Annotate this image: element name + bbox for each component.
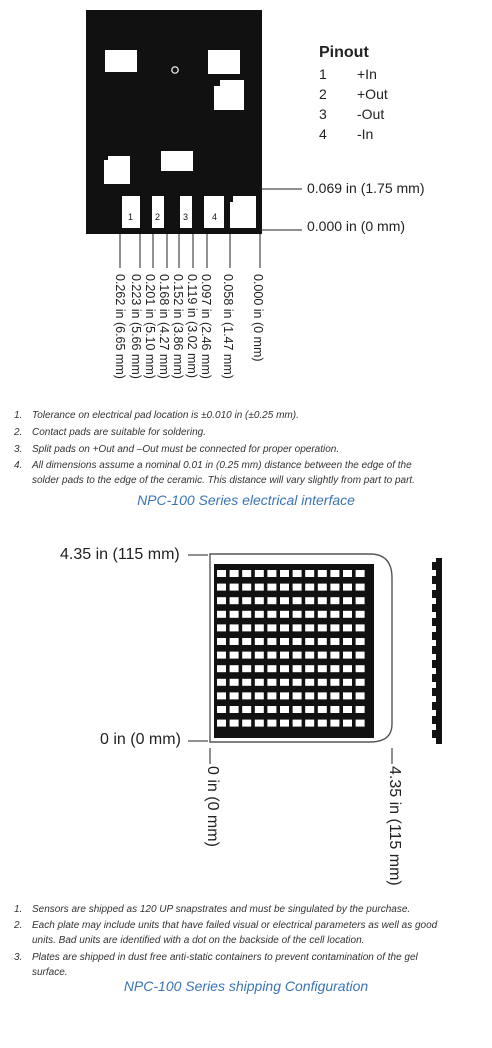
plate-cell [293,611,302,618]
plate-cell [318,720,327,727]
plate-cell [230,652,239,659]
note-text-cont: solder pads to the edge of the ceramic. This distance will vary slightly from part to part. [32,475,415,486]
plate-cell [343,720,352,727]
vdim-label-0000: 0.000 in (0 mm) [251,274,265,362]
plate-cell [230,679,239,686]
note-text-cont: units. Bad units are identified with a dot on the backside of the cell location. [32,935,365,946]
electrical-note [14,408,484,423]
plate-cell [343,611,352,618]
sensor-drawing [86,10,262,234]
plate-cell [255,720,264,727]
plate-cell [356,665,365,672]
plate-cell [280,638,289,645]
plate-cell [242,570,251,577]
plate-cell [280,597,289,604]
pin-label: +Out [357,86,388,102]
plate-cell [255,692,264,699]
plate-cell [280,584,289,591]
plate-cell [293,570,302,577]
electrical-note [14,425,484,440]
plate-cell [343,584,352,591]
plate-cell [230,692,239,699]
plate-cell [330,597,339,604]
shipping-note [14,918,484,948]
plate-cell [242,692,251,699]
plate-x-leaders [205,748,405,768]
plate-cell [330,679,339,686]
note-number: 1. [14,904,23,915]
plate-cell [267,584,276,591]
plate-cell [330,624,339,631]
plate-cell [305,679,314,686]
plate-cell [343,570,352,577]
plate-cell [217,597,226,604]
plate-cell [305,692,314,699]
plate-cell [343,597,352,604]
plate-cell [305,720,314,727]
plate-cell [267,638,276,645]
plate-cell [293,638,302,645]
pin-label: -Out [357,106,385,122]
pad-label-1: 1 [128,212,134,222]
plate-cell [280,679,289,686]
plate-cell [230,584,239,591]
plate-cell [356,611,365,618]
side-tooth [432,590,436,598]
plate-cell [242,665,251,672]
note-text: Split pads on +Out and –Out must be connected for proper operation. [32,444,340,455]
plate-cell [267,597,276,604]
side-tooth [432,576,436,584]
plate-cell [280,611,289,618]
plate-cell [330,665,339,672]
plate-cell [318,624,327,631]
plate-cell [255,570,264,577]
pin-label: -In [357,126,374,142]
plate-cell [318,665,327,672]
plate-cell [230,597,239,604]
pinout-row [319,66,377,82]
plate-cell [293,692,302,699]
plate-drawing [186,548,456,748]
plate-cell [330,638,339,645]
note-number: 1. [14,410,23,421]
plate-cell [356,679,365,686]
vdim-label-0168: 0.168 in (4.27 mm) [157,274,171,379]
note-text: Tolerance on electrical pad location is ±0.010 in (±0.25 mm). [32,410,299,421]
plate-cell [330,706,339,713]
pad-label-3: 3 [183,212,189,222]
plate-cell [330,720,339,727]
shipping-note [14,902,484,917]
plate-cell [343,692,352,699]
electrical-note [14,458,484,488]
plate-cell [255,597,264,604]
plate-cell [343,706,352,713]
plate-cell [217,584,226,591]
plate-cell [242,679,251,686]
pinout-row [319,106,384,122]
plate-cell [293,652,302,659]
sensor-outline [86,10,262,234]
plate-cell [217,679,226,686]
plate-cell [217,665,226,672]
plate-cell [293,665,302,672]
side-tooth [432,632,436,640]
plate-cell [318,679,327,686]
plate-cell [356,624,365,631]
plate-cell [267,570,276,577]
note-text: Contact pads are suitable for soldering. [32,427,206,438]
plate-cell [293,624,302,631]
plate-cell [230,706,239,713]
plate-cell [293,679,302,686]
plate-cell [242,584,251,591]
plate-cell [356,692,365,699]
plate-cell [217,706,226,713]
plate-cell [343,624,352,631]
plate-cell [305,611,314,618]
plate-cell [230,720,239,727]
shipping-caption: NPC-100 Series shipping Configuration [123,978,369,994]
plate-cell [343,665,352,672]
plate-cell [305,638,314,645]
plate-cell [255,638,264,645]
side-profile-teeth [432,562,436,738]
shipping-note [14,950,484,980]
side-tooth [432,688,436,696]
plate-cell [242,624,251,631]
vdim-label-0097: 0.097 in (2.46 mm) [199,274,213,379]
plate-cell [267,679,276,686]
plate-cell [267,665,276,672]
plate-cell [217,652,226,659]
plate-cell [280,624,289,631]
plate-cell [217,692,226,699]
plate-x-zero-label: 0 in (0 mm) [204,766,221,847]
plate-cell [242,720,251,727]
plate-cell [293,706,302,713]
plate-cell [343,638,352,645]
plate-cell [356,597,365,604]
plate-bottom-label: 0 in (0 mm) [100,731,181,748]
plate-cell [230,624,239,631]
side-tooth [432,730,436,738]
vdim-label-0058: 0.058 in (1.47 mm) [221,274,235,379]
plate-cell [217,720,226,727]
note-text: Sensors are shipped as 120 UP snapstrates and must be singulated by the purchase. [32,904,411,915]
plate-cell [293,584,302,591]
pinout-row [319,126,373,142]
dim-label-0000-horizontal: 0.000 in (0 mm) [307,218,406,234]
plate-cell [217,611,226,618]
plate-cell [356,638,365,645]
plate-cell [318,706,327,713]
plate-cell [267,720,276,727]
dim-label-0069: 0.069 in (1.75 mm) [307,180,425,196]
pin-number: 4 [319,126,327,142]
plate-cell [230,611,239,618]
side-tooth [432,604,436,612]
note-number: 3. [14,444,23,455]
plate-cell [242,638,251,645]
note-number: 4. [14,460,23,471]
plate-cell [280,720,289,727]
plate-cell [305,597,314,604]
plate-cell [356,584,365,591]
plate-cell [330,584,339,591]
side-tooth [432,716,436,724]
vdim-label-0119: 0.119 in (3.02 mm) [185,274,199,378]
plate-cell [318,692,327,699]
note-number: 2. [14,920,23,931]
plate-cell [217,624,226,631]
side-tooth [432,674,436,682]
plate-cell [230,570,239,577]
plate-cell [255,584,264,591]
plate-cell [255,652,264,659]
plate-cell [318,638,327,645]
plate-cell [330,652,339,659]
note-number: 2. [14,427,23,438]
electrical-caption: NPC-100 Series electrical interface [137,492,355,508]
plate-cell [318,584,327,591]
plate-top-label: 4.35 in (115 mm) [60,546,180,563]
plate-cell [293,720,302,727]
note-text: Plates are shipped in dust free anti-static containers to prevent contamination of the gel [32,952,418,963]
note-text: All dimensions assume a nominal 0.01 in (0.25 mm) distance between the edge of the [32,460,412,471]
plate-cell [267,706,276,713]
plate-cell [267,611,276,618]
plate-cell [293,597,302,604]
plate-cell [356,706,365,713]
side-tooth [432,646,436,654]
plate-cell [343,679,352,686]
plate-cell [318,570,327,577]
plate-cell [255,611,264,618]
plate-cell [267,692,276,699]
plate-cell [305,706,314,713]
plate-cell [343,652,352,659]
plate-cell [242,597,251,604]
plate-cell [356,652,365,659]
dim-leader-lines [260,180,310,240]
plate-cell [305,584,314,591]
side-tooth [432,702,436,710]
pin-number: 1 [319,66,327,82]
plate-cell [280,706,289,713]
plate-cell [242,652,251,659]
plate-cell [230,665,239,672]
plate-cell [280,692,289,699]
plate-cell [305,665,314,672]
electrical-note [14,442,484,457]
pin-label: +In [357,66,377,82]
pad-label-2: 2 [155,212,161,222]
plate-cell [280,652,289,659]
vdim-label-0223: 0.223 in (5.66 mm) [129,274,143,379]
plate-cell [330,692,339,699]
plate-cell [305,624,314,631]
plate-cell [255,624,264,631]
plate-cell [305,652,314,659]
note-text: Each plate may include units that have failed visual or electrical parameters as well as good [32,920,438,931]
vdim-label-0201: 0.201 in (5.10 mm) [143,274,157,379]
plate-cell [356,720,365,727]
plate-cell [267,624,276,631]
plate-cell [255,706,264,713]
pin-number: 2 [319,86,327,102]
side-tooth [432,562,436,570]
pad-label-4: 4 [212,212,218,222]
plate-cell [356,570,365,577]
plate-cell [255,665,264,672]
vdim-label-0262: 0.262 in (6.65 mm) [113,274,127,379]
plate-cell [330,570,339,577]
plate-cell [318,611,327,618]
note-text-cont: surface. [32,967,68,978]
vertical-dim-ticks [110,234,270,274]
pin-number: 3 [319,106,327,122]
plate-x-max-label: 4.35 in (115 mm) [386,766,403,886]
pinout-title: Pinout [319,44,369,61]
pinout-row [319,86,388,102]
plate-cell [255,679,264,686]
side-tooth [432,660,436,668]
plate-cell [267,652,276,659]
plate-cell [242,611,251,618]
side-tooth [432,618,436,626]
plate-cell [318,597,327,604]
plate-cell [217,638,226,645]
plate-cell [230,638,239,645]
plate-cell [280,665,289,672]
note-number: 3. [14,952,23,963]
plate-cell [330,611,339,618]
plate-cell [280,570,289,577]
plate-cell [305,570,314,577]
plate-cell [217,570,226,577]
vdim-label-0152: 0.152 in (3.86 mm) [171,274,185,379]
plate-cell [318,652,327,659]
plate-cell [242,706,251,713]
